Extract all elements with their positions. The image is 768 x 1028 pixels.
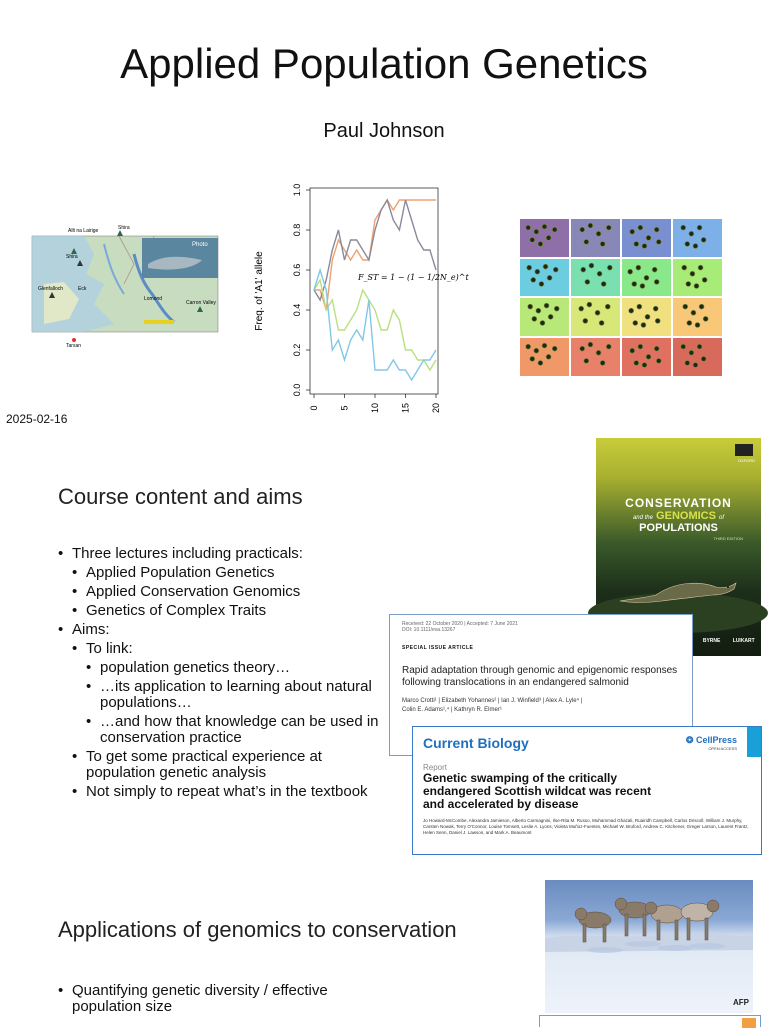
individual-dot [702,277,707,282]
individual-dot [535,269,540,274]
lizard-illustration [596,543,761,623]
series-line-grey [314,200,436,300]
individual-dot [542,224,547,229]
individual-dot [690,271,695,276]
population-dots [673,219,722,257]
individual-dot [686,281,691,286]
paper-wildcat [412,726,762,855]
individual-dot [588,223,593,228]
individual-dot [628,269,633,274]
bullet-lecture-3: • Genetics of Complex Traits [72,603,388,619]
bullet-theory: • population genetics theory… [86,660,388,676]
y-tick-label-5: 1.0 [292,183,302,197]
open-access-label: OPEN ACCESS [708,746,737,751]
individual-dot [685,360,690,365]
paper1-authors-1: Marco Crotti¹ | Elizabeth Yohannes² | Ian J. Winfield³ | Alex A. Lyle⁴ | [402,698,583,704]
individual-dot [579,307,584,312]
population-cell [622,259,671,297]
individual-dot [644,275,649,280]
population-dots [622,259,671,297]
individual-dot [633,321,638,326]
individual-dot [634,360,639,365]
individual-dot [581,267,586,272]
individual-dot [548,315,553,320]
individual-dot [597,271,602,276]
book-title-3: POPULATIONS [639,522,718,534]
bullet-aims: • Aims: • To link: • population genetics theory… • …its application to learning about natural populations… • …and how that knowledge can be used in conservation practice • To get some practical experience at population genetic analysis • Not simply to repeat what’s in the textbook [58,622,388,800]
individual-dot [599,321,604,326]
individual-dot [542,343,547,348]
individual-dot [634,242,639,247]
individual-dot [691,311,696,316]
population-dots [622,338,671,376]
population-dots [571,298,620,336]
individual-dot [701,356,706,361]
individual-dot [595,311,600,316]
x-tick-label-1: 5 [339,405,350,411]
individual-dot [701,237,706,242]
individual-dot [607,265,612,270]
individual-dot [697,344,702,349]
map-label-shira2: Shira [66,254,78,260]
individual-dot [536,309,541,314]
individual-dot [584,358,589,363]
individual-dot [587,302,592,307]
individual-dot [605,304,610,309]
bullet-to-link: • To link: • population genetics theory… • …its application to learning about natural populations… • …and how that knowledge can be used in conservation practice [72,641,388,746]
bullet-application: • …its application to learning about natural populations… [86,679,388,711]
slide-date: 2025-02-16 [6,412,68,426]
map-photo-label: Photo [192,242,208,248]
individual-dot [694,283,699,288]
population-cell [673,259,722,297]
population-dots [622,219,671,257]
x-tick-label-3: 15 [400,402,411,414]
applications-bullets [58,983,398,1018]
individual-dot [698,265,703,270]
y-axis-label: Freq. of 'A1' allele [254,251,265,331]
bullet-lectures: • Three lectures including practicals: • Applied Population Genetics • Applied Conservation Genomics • Genetics of Complex Traits [58,546,388,619]
series-line-orange [314,200,436,310]
individual-dot [682,265,687,270]
map-label-tarsan: Tarsan [66,343,82,349]
individual-dot [630,348,635,353]
bullet-conservation-practice: • …and how that knowledge can be used in conservation practice [86,714,388,746]
population-dots [520,298,569,336]
individual-dot [606,344,611,349]
individual-dot [580,227,585,232]
bullet-lecture-1: • Applied Population Genetics [72,565,388,581]
map-label-allt: Allt na Lairige [68,228,99,234]
individual-dot [689,231,694,236]
individual-dot [629,309,634,314]
map-label-eck: Eck [78,286,87,292]
cellpress-logo: ❂ CellPress [685,735,737,745]
y-tick-label-4: 0.8 [292,223,302,237]
individual-dot [540,321,545,326]
individual-dot [699,304,704,309]
individual-dot [652,267,657,272]
individual-dot [640,283,645,288]
individual-dot [641,323,646,328]
individual-dot [646,235,651,240]
individual-dot [543,264,548,269]
population-cell [571,259,620,297]
individual-dot [685,242,690,247]
paper1-doi: DOI: 10.1111/eva.13267 [402,627,456,633]
individual-dot [645,315,650,320]
map-label-shira: Shira [118,225,130,231]
book-edition: THIRD EDITION [713,536,743,541]
individual-dot [530,356,535,361]
individual-dot [600,360,605,365]
individual-dot [554,307,559,312]
individual-dot [539,281,544,286]
population-cell [571,219,620,257]
individual-dot [546,235,551,240]
population-cell [571,338,620,376]
paper2-authors: Jo Howard-McCombe, Alexandra Jamieson, Alberto Carmagnini, Ilse-Rita M. Russo, Muhammad Ghazali, Ruairidh Campbell, Carlos Driscoll, William J. Murphy, Carsten Nowak, Terry O'Connor, Louise Tomsett, Leslie A. Lyons, Violeta Muñoz-Fuentes, Michael W. Bruford, Andrew C. Kitchener, Greger Larson, Laurent Frantz, Helen Senn, Daniel J. Lawson, and Mark A. Beaumont [423,818,749,835]
population-dots [520,219,569,257]
wolves-photo [545,880,753,1013]
population-cell [622,338,671,376]
journal-name: Current Biology [423,735,529,751]
scotland-map [24,224,218,348]
individual-dot [538,360,543,365]
population-cell [571,298,620,336]
map-label-carron: Carron Valley [186,300,216,306]
individual-dot [683,304,688,309]
bullet-textbook: • Not simply to repeat what’s in the textbook [72,784,388,800]
individual-dot [693,363,698,368]
individual-dot [544,303,549,308]
population-cell [622,219,671,257]
individual-dot [637,304,642,309]
individual-dot [580,346,585,351]
individual-dot [596,350,601,355]
series-line-blue [314,270,436,380]
book-title-2: and the GENOMICS of [632,510,725,522]
population-cell [622,298,671,336]
paper2-type: Report [423,763,448,772]
x-tick-label-0: 0 [309,405,319,411]
individual-dot [530,237,535,242]
individual-dot [546,354,551,359]
population-cell [673,338,722,376]
individual-dot [646,354,651,359]
individual-dot [526,344,531,349]
individual-dot [687,321,692,326]
slide-author: Paul Johnson [323,120,445,142]
individual-dot [689,350,694,355]
individual-dot [703,317,708,322]
population-dots [673,338,722,376]
paper1-dates: Received: 22 October 2020 | Accepted: 7 June 2021 [402,621,518,627]
course-bullets [58,546,388,803]
book-title-1: CONSERVATION [625,496,732,510]
slide-title: Applied Population Genetics [120,40,648,87]
map-label-glenfalloch: Glenfalloch [38,286,64,292]
photo-credit: AFP [733,998,749,1007]
individual-dot [606,225,611,230]
section-heading-applications: Applications of genomics to conservation [58,917,457,942]
population-cell [520,338,569,376]
population-dots [571,338,620,376]
individual-dot [695,323,700,328]
individual-dot [656,358,661,363]
next-paper-badge [742,1018,756,1028]
individual-dot [642,244,647,249]
series-line-green [314,280,436,370]
population-cell [673,298,722,336]
journal-stripe [747,727,761,757]
individual-dot [600,242,605,247]
individual-dot [526,225,531,230]
individual-dot [656,239,661,244]
wolves-illustration [545,880,753,1013]
population-cell [520,219,569,257]
population-dots [673,298,722,336]
individual-dot [596,231,601,236]
individual-dot [531,277,536,282]
fst-formula: F_ST = 1 − (1 − 1/2N_e)^t [358,273,469,282]
oxford-logo [735,444,753,456]
individual-dot [632,281,637,286]
individual-dot [534,348,539,353]
y-tick-label-0: 0.0 [292,383,302,397]
individual-dot [589,263,594,268]
population-dots [673,259,722,297]
drift-chart-svg [250,176,469,420]
paper1-title: Rapid adaptation through genomic and epigenomic responses following translocations in an endangered salmonid [402,665,678,688]
population-grid [520,219,722,355]
paper1-authors-2: Colin E. Adams¹,⁴ | Kathryn R. Elmer¹ [402,707,502,713]
population-dots [571,219,620,257]
section-heading-course: Course content and aims [58,484,303,509]
individual-dot [642,363,647,368]
y-tick-label-1: 0.2 [292,343,302,357]
x-tick-label-4: 20 [431,402,441,414]
individual-dot [532,317,537,322]
book-publisher: OXFORD [737,458,755,463]
map-figure [24,224,218,349]
individual-dot [654,279,659,284]
individual-dot [638,344,643,349]
drift-chart [250,176,469,420]
individual-dot [601,281,606,286]
bullet-lecture-2: • Applied Conservation Genomics [72,584,388,600]
bullet-genetic-diversity: • Quantifying genetic diversity / effective population size [58,983,398,1015]
individual-dot [654,227,659,232]
paper2-title: Genetic swamping of the critically endangered Scottish wildcat was recent and accelerated by disease [423,771,652,811]
individual-dot [588,342,593,347]
population-dots [520,338,569,376]
population-dots [622,298,671,336]
individual-dot [653,307,658,312]
individual-dot [583,319,588,324]
y-tick-label-3: 0.6 [292,263,302,277]
individual-dot [534,229,539,234]
individual-dot [585,279,590,284]
individual-dot [630,229,635,234]
individual-dot [584,239,589,244]
population-dots [520,259,569,297]
population-dots [571,259,620,297]
bullet-practical-experience: • To get some practical experience at population genetic analysis [72,749,388,781]
book-authors: BYRNE LUIKART [702,638,755,644]
individual-dot [655,319,660,324]
next-paper-edge [539,1015,761,1027]
population-cell [520,259,569,297]
individual-dot [538,242,543,247]
x-tick-label-2: 10 [370,402,380,414]
individual-dot [528,304,533,309]
population-cell [520,298,569,336]
individual-dot [638,225,643,230]
individual-dot [697,225,702,230]
individual-dot [681,344,686,349]
individual-dot [527,265,532,270]
individual-dot [552,346,557,351]
individual-dot [553,267,558,272]
individual-dot [547,275,552,280]
paper1-type: SPECIAL ISSUE ARTICLE [402,645,474,651]
individual-dot [636,265,641,270]
individual-dot [654,346,659,351]
individual-dot [681,225,686,230]
individual-dot [693,244,698,249]
map-label-lomond: Lomond [144,296,163,302]
individual-dot [552,227,557,232]
population-cell [673,219,722,257]
y-tick-label-2: 0.4 [292,303,302,317]
